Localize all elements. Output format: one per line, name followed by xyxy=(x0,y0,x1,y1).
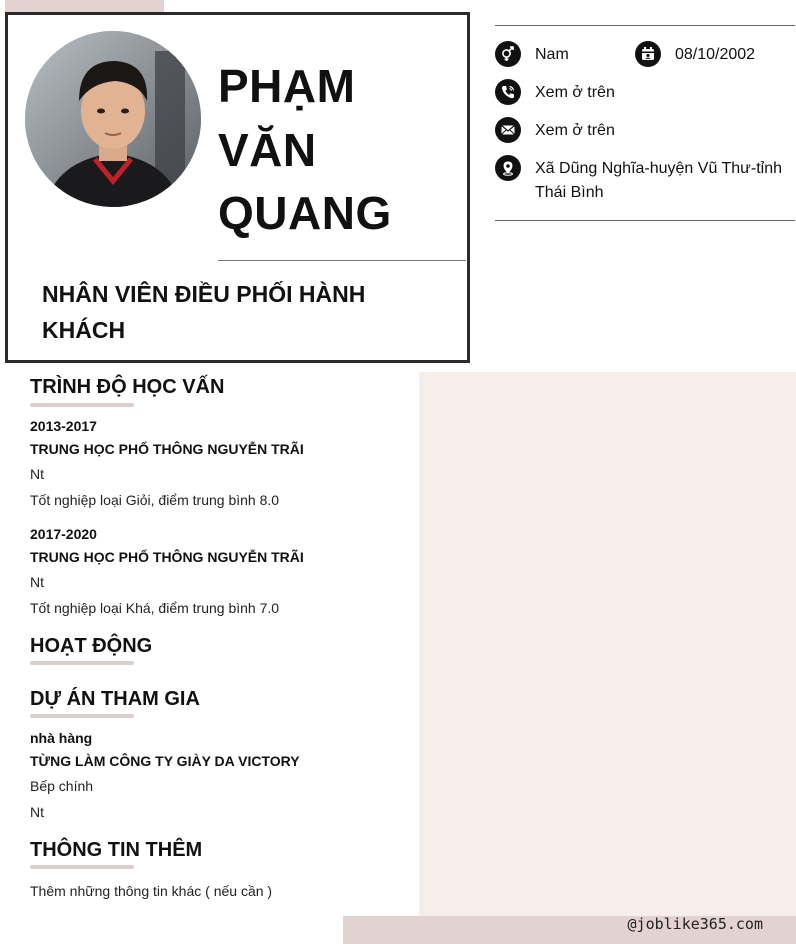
education-major: Nt xyxy=(30,466,44,482)
education-title: TRÌNH ĐỘ HỌC VẤN xyxy=(30,376,225,398)
activities-underline xyxy=(30,661,134,665)
right-panel xyxy=(419,372,796,917)
gender-icon xyxy=(495,41,521,67)
project-company: TỪNG LÀM CÔNG TY GIÀY DA VICTORY xyxy=(30,753,300,769)
birthday-value: 08/10/2002 xyxy=(675,46,756,63)
projects-title: DỰ ÁN THAM GIA xyxy=(30,688,200,710)
extra-title: THÔNG TIN THÊM xyxy=(30,839,203,861)
contact-top-rule xyxy=(495,25,795,26)
projects-underline xyxy=(30,714,134,718)
name-line-3: QUANG xyxy=(218,187,392,239)
project-note: Nt xyxy=(30,804,44,820)
calendar-icon xyxy=(635,41,661,67)
name-line-2: VĂN xyxy=(218,124,317,176)
envelope-icon xyxy=(495,117,521,143)
gender-value: Nam xyxy=(535,46,569,63)
name-line-1: PHẠM xyxy=(218,60,356,112)
contact-bottom-rule xyxy=(495,220,795,221)
education-note: Tốt nghiệp loại Giỏi, điểm trung bình 8.0 xyxy=(30,492,280,508)
watermark: @joblike365.com xyxy=(627,915,763,933)
education-underline xyxy=(30,403,134,407)
avatar xyxy=(25,31,201,207)
job-title: NHÂN VIÊN ĐIỀU PHỐI HÀNH KHÁCH xyxy=(42,281,366,343)
address-value: Xã Dũng Nghĩa-huyện Vũ Thư-tỉnh Thái Bình xyxy=(535,160,783,201)
email-value: Xem ở trên xyxy=(535,122,615,139)
education-period: 2017-2020 xyxy=(30,526,97,542)
phone-icon xyxy=(495,79,521,105)
education-school: TRUNG HỌC PHỔ THÔNG NGUYỄN TRÃI xyxy=(30,441,304,457)
education-period: 2013-2017 xyxy=(30,418,97,434)
education-major: Nt xyxy=(30,574,44,590)
education-school: TRUNG HỌC PHỔ THÔNG NGUYỄN TRÃI xyxy=(30,549,304,565)
extra-text: Thêm những thông tin khác ( nếu cần ) xyxy=(30,883,273,899)
project-role: Bếp chính xyxy=(30,778,94,794)
extra-underline xyxy=(30,865,134,869)
project-name: nhà hàng xyxy=(30,730,93,746)
phone-value: Xem ở trên xyxy=(535,84,615,101)
activities-title: HOẠT ĐỘNG xyxy=(30,635,153,657)
name-divider xyxy=(218,260,466,261)
location-pin-icon xyxy=(495,155,521,181)
avatar-photo xyxy=(25,31,201,207)
education-note: Tốt nghiệp loại Khá, điểm trung bình 7.0 xyxy=(30,600,280,616)
